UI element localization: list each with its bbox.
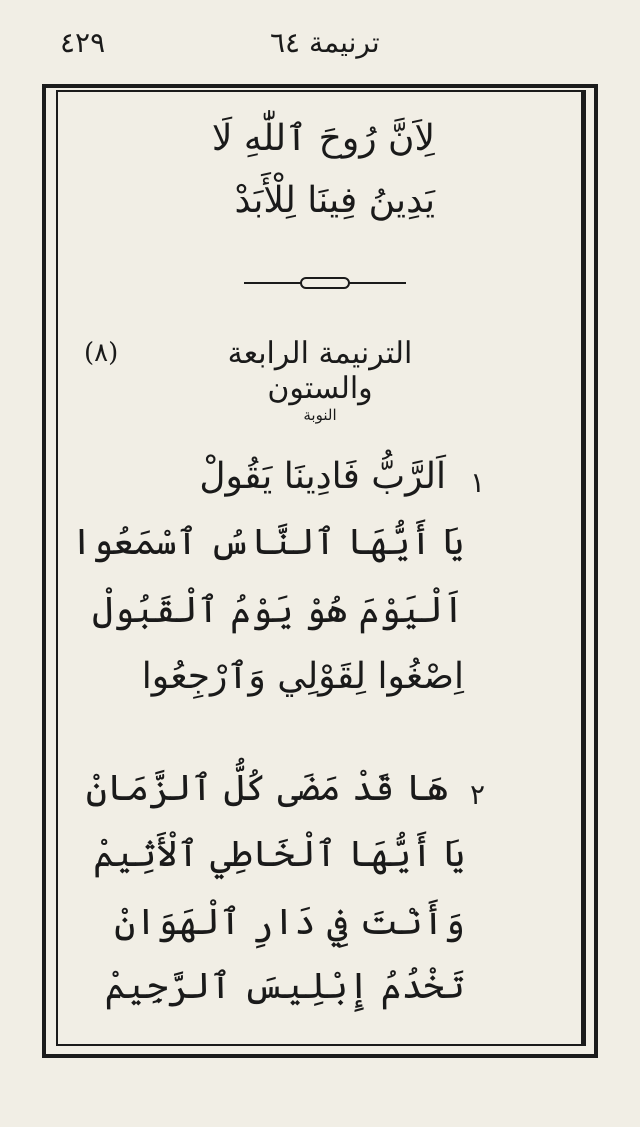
page-header (0, 22, 640, 72)
stanza-2-line-4: تَخْدُمُ إِبْلِيسَ ٱلرَّجِيمْ (104, 966, 465, 1007)
stanza-1-line-1: اَلرَّبُّ فَادِينَا يَقُولْ (199, 456, 446, 497)
ornamental-divider (244, 276, 406, 290)
closing-line-2: يَدِينُ فِينَا لِلْأَبَدْ (234, 180, 435, 221)
stanza-1-line-4: اِصْغُوا لِقَوْلِي وَٱرْجِعُوا (141, 656, 464, 697)
hymn-title: الترنيمة الرابعة والستون (227, 336, 413, 406)
page-number: ٤٢٩ (60, 26, 106, 59)
running-title: ترنيمة ٦٤ (270, 26, 380, 59)
stanza-number: ١ (470, 466, 486, 499)
tune-name: النوبة (303, 406, 337, 424)
stanza-2-line-1: هَا قَدْ مَضَى كُلُّ ٱلزَّمَانْ (85, 768, 448, 809)
hymn-number: (٨) (84, 338, 119, 368)
stanza-2-line-2: يَا أَيُّهَا ٱلْخَاطِي ٱلْأَثِيمْ (93, 834, 465, 875)
stanza-number: ٢ (470, 778, 486, 811)
stanza-1-line-3: اَلْيَوْمَ هُوْ يَوْمُ ٱلْقَبُولْ (92, 590, 464, 631)
closing-line-1: لِاَنَّ رُوحَ ٱللّٰهِ لَا (211, 118, 435, 159)
stanza-2-line-3: وَأَنْتَ فِي دَارِ ٱلْهَوَانْ (114, 902, 465, 943)
stanza-1-line-2: يَا أَيُّهَا ٱلنَّاسُ ٱسْمَعُوا (71, 522, 464, 563)
